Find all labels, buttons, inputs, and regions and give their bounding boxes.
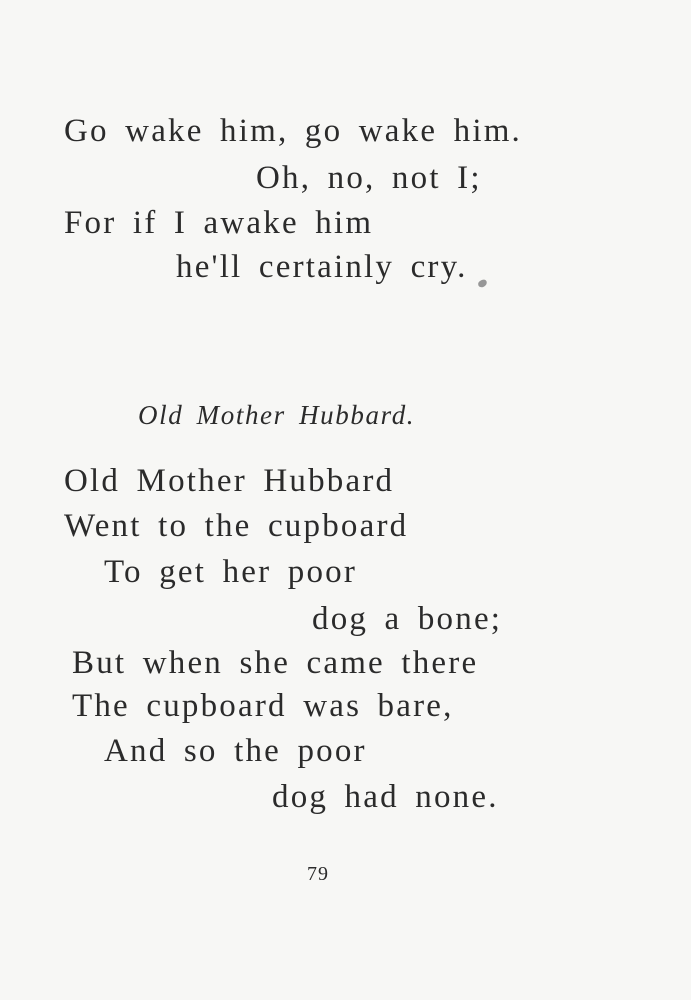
- poem-line-5: But when she came there: [72, 645, 479, 681]
- poem-line-7: And so the poor: [104, 733, 367, 769]
- ink-speck: [477, 279, 488, 289]
- poem-line-2: Went to the cupboard: [64, 508, 409, 544]
- poem-line-4: dog a bone;: [312, 601, 503, 637]
- verse-line-1: Go wake him, go wake him.: [64, 113, 523, 149]
- page-number: 79: [307, 863, 329, 885]
- poem-line-3: To get her poor: [104, 554, 358, 590]
- poem-line-6: The cupboard was bare,: [72, 688, 454, 724]
- verse-line-4: he'll certainly cry.: [176, 249, 468, 285]
- poem-line-8: dog had none.: [272, 779, 499, 815]
- poem-line-1: Old Mother Hubbard: [64, 463, 395, 499]
- verse-line-2: Oh, no, not I;: [256, 160, 482, 196]
- verse-line-3: For if I awake him: [64, 205, 374, 241]
- poem-title: Old Mother Hubbard.: [138, 400, 416, 430]
